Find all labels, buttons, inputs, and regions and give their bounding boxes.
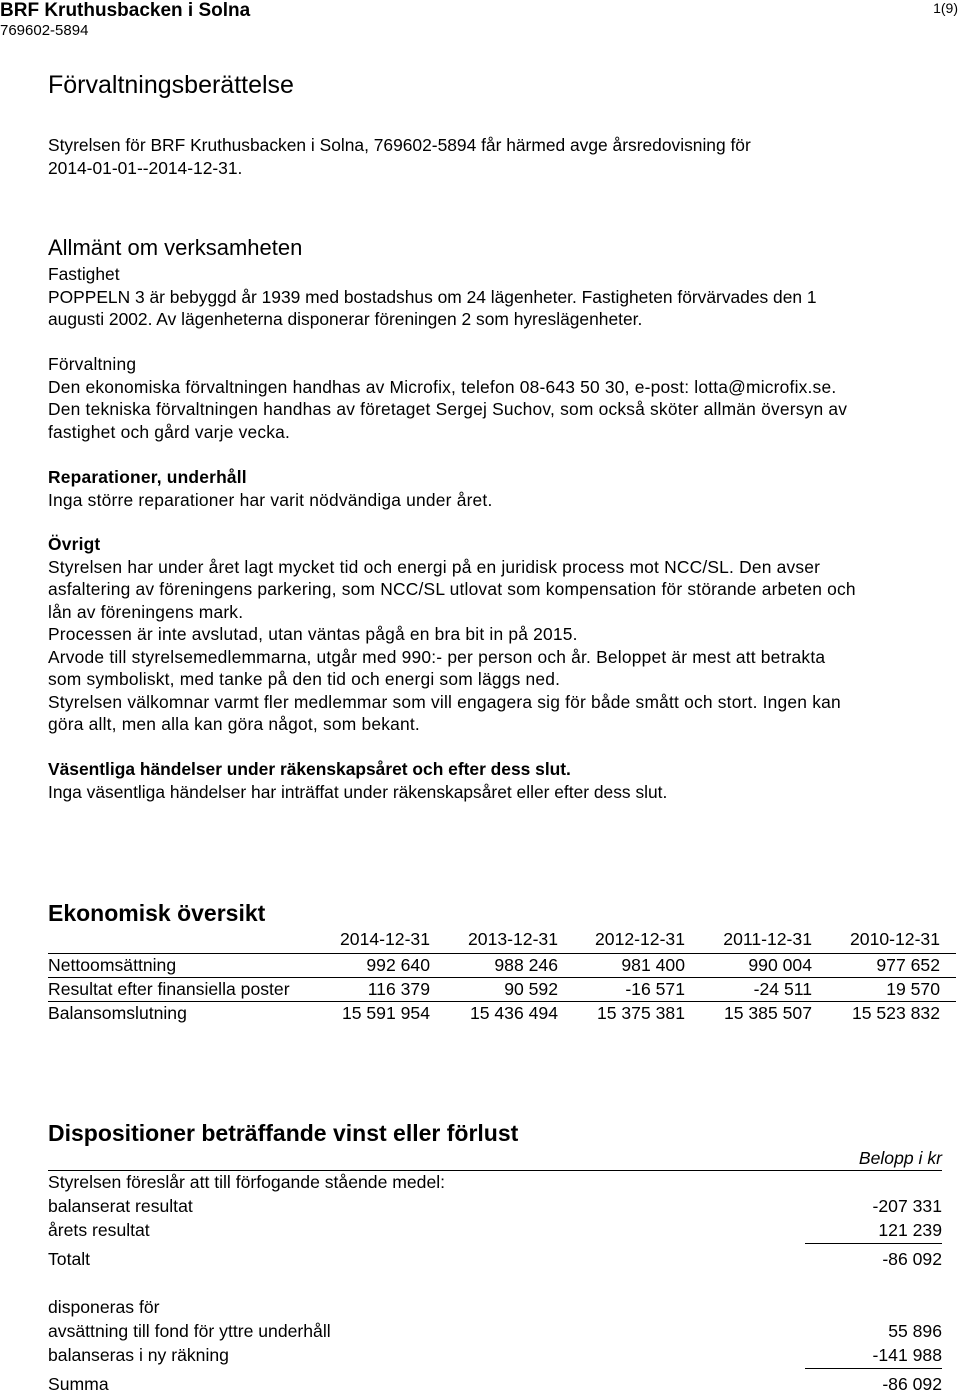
organization-name: BRF Kruthusbacken i Solna xyxy=(0,0,251,21)
disp-value: 121 239 xyxy=(878,1220,942,1240)
forvaltning-line: Den ekonomiska förvaltningen handhas av Microfix, telefon 08-643 50 30, e-post: lotta@microfix.se. xyxy=(48,376,837,397)
section-title-ekonomisk: Ekonomisk översikt xyxy=(48,900,266,926)
ovrigt-line: Styrelsen har under året lagt mycket tid och energi på en juridisk process mot NCC/SL. Den avser xyxy=(48,556,821,577)
disp-row xyxy=(48,1321,942,1345)
reparationer-heading: Reparationer, underhåll xyxy=(48,467,247,487)
disp-total-row xyxy=(48,1249,942,1273)
cell-value: 981 400 xyxy=(621,955,685,975)
ovrigt-heading: Övrigt xyxy=(48,534,101,554)
section-title-allmant: Allmänt om verksamheten xyxy=(48,235,303,260)
ovrigt-block xyxy=(48,533,953,736)
cell-value: 977 652 xyxy=(876,955,940,975)
ovrigt-line: asfaltering av föreningens parkering, som NCC/SL utlovat som kompensation för störande arbeten och xyxy=(48,579,856,599)
disp-value: -207 331 xyxy=(872,1196,942,1216)
table-row xyxy=(48,979,956,1003)
forvaltning-line: fastighet och gård varje vecka. xyxy=(48,421,291,442)
vasentliga-heading: Väsentliga händelser under räkenskapsåret och efter dess slut. xyxy=(48,759,571,779)
fastighet-heading: Fastighet xyxy=(48,264,120,284)
ovrigt-line: Styrelsen välkomnar varmt fler medlemmar som vill engagera sig för både smått och stort. Ingen kan xyxy=(48,691,841,712)
table-rule xyxy=(48,977,956,978)
page-number: 1(9) xyxy=(933,0,958,16)
vasentliga-text: Inga väsentliga händelser har inträffat under räkenskapsåret eller efter dess slut. xyxy=(48,781,668,802)
cell-value: 15 375 381 xyxy=(596,1003,685,1023)
disp-label: disponeras för xyxy=(48,1297,160,1317)
disp-label: balanseras i ny räkning xyxy=(48,1345,229,1365)
year-header: 2014-12-31 xyxy=(340,929,430,949)
intro-line: 2014-01-01--2014-12-31. xyxy=(48,157,243,178)
intro-paragraph xyxy=(48,134,953,179)
cell-value: 15 385 507 xyxy=(723,1003,812,1023)
cell-value: -24 511 xyxy=(753,979,812,999)
forvaltning-heading: Förvaltning xyxy=(48,354,137,374)
belopp-header: Belopp i kr xyxy=(858,1148,942,1168)
intro-line: Styrelsen för BRF Kruthusbacken i Solna, 769602-5894 får härmed avge årsredovisning för xyxy=(48,135,751,155)
cell-value: 90 592 xyxy=(504,979,558,999)
disp-label: balanserat resultat xyxy=(48,1196,193,1216)
cell-value: 15 591 954 xyxy=(341,1003,430,1023)
disp-total-row xyxy=(48,1374,942,1398)
forvaltning-block xyxy=(48,353,953,443)
ovrigt-line: lån av föreningens mark. xyxy=(48,601,244,622)
row-label: Resultat efter finansiella poster xyxy=(48,979,290,999)
disp-row xyxy=(48,1297,942,1321)
year-header: 2010-12-31 xyxy=(850,929,940,949)
disp-row xyxy=(48,1220,942,1244)
disp-label: Totalt xyxy=(48,1249,91,1269)
header-rule xyxy=(48,1170,942,1171)
ovrigt-line: som symboliskt, med tanke på den tid och energi som läggs ned. xyxy=(48,669,561,689)
year-header: 2012-12-31 xyxy=(595,929,685,949)
fastighet-line: POPPELN 3 är bebyggd år 1939 med bostadshus om 24 lägenheter. Fastigheten förvärvades den 1 xyxy=(48,286,817,307)
fastighet-line: augusti 2002. Av lägenheterna disponerar föreningen 2 som hyreslägenheter. xyxy=(48,309,643,329)
year-header: 2013-12-31 xyxy=(468,929,558,949)
ovrigt-line: göra allt, men alla kan göra något, som bekant. xyxy=(48,714,420,734)
sum-rule xyxy=(805,1368,942,1369)
reparationer-block xyxy=(48,466,953,511)
disp-row xyxy=(48,1196,942,1220)
disp-label: årets resultat xyxy=(48,1220,150,1240)
disp-value: -141 988 xyxy=(872,1345,942,1365)
ovrigt-line: Processen är inte avslutad, utan väntas pågå en bra bit in på 2015. xyxy=(48,624,578,644)
disp-value: 55 896 xyxy=(888,1321,942,1341)
forvaltning-line: Den tekniska förvaltningen handhas av företaget Sergej Suchov, som också sköter allmän översyn av xyxy=(48,399,848,419)
table-row xyxy=(48,1003,956,1027)
year-header: 2011-12-31 xyxy=(723,929,812,949)
vasentliga-block xyxy=(48,758,953,803)
cell-value: 988 246 xyxy=(494,955,558,975)
disp-value: -86 092 xyxy=(882,1374,942,1394)
cell-value: -16 571 xyxy=(625,979,685,999)
sum-rule xyxy=(805,1243,942,1244)
disp-intro-row xyxy=(48,1172,942,1196)
row-label: Balansomslutning xyxy=(48,1003,187,1023)
table-rule xyxy=(48,953,956,954)
organization-number: 769602-5894 xyxy=(0,22,89,39)
table-row xyxy=(48,955,956,979)
reparationer-text: Inga större reparationer har varit nödvändiga under året. xyxy=(48,489,493,510)
cell-value: 990 004 xyxy=(748,955,812,975)
disp-label: Summa xyxy=(48,1374,109,1394)
cell-value: 15 523 832 xyxy=(851,1003,940,1023)
row-label: Nettoomsättning xyxy=(48,955,177,975)
table-header-row xyxy=(48,929,956,953)
ovrigt-line: Arvode till styrelsemedlemmarna, utgår med 990:- per person och år. Beloppet är mest att betrakta xyxy=(48,646,826,667)
disp-label: avsättning till fond för yttre underhåll xyxy=(48,1321,331,1341)
disp-value: -86 092 xyxy=(882,1249,942,1269)
cell-value: 992 640 xyxy=(366,955,430,975)
cell-value: 15 436 494 xyxy=(469,1003,558,1023)
section-title-forvaltningsberattelse: Förvaltningsberättelse xyxy=(48,71,294,99)
table-rule xyxy=(48,1001,956,1002)
fastighet-block xyxy=(48,263,953,331)
disp-intro: Styrelsen föreslår att till förfogande stående medel: xyxy=(48,1172,446,1192)
section-title-dispositioner: Dispositioner beträffande vinst eller förlust xyxy=(48,1120,519,1146)
disp-row xyxy=(48,1345,942,1369)
cell-value: 116 379 xyxy=(367,979,430,999)
cell-value: 19 570 xyxy=(886,979,940,999)
